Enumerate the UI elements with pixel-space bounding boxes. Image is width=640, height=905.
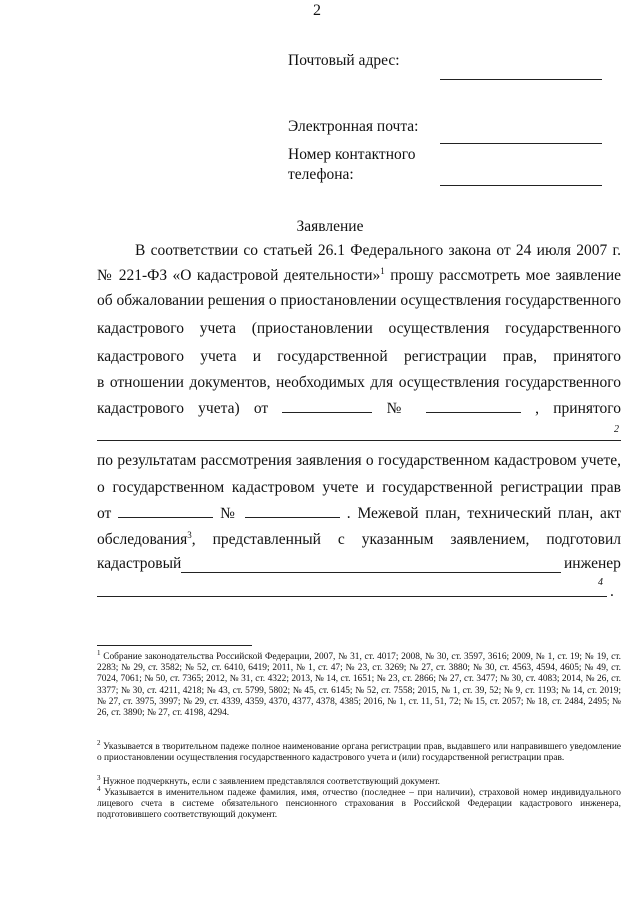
- footnote-2-number: 2: [97, 738, 101, 747]
- body-line-11: [97, 531, 621, 549]
- body-line-5: кадастрового учета и государственной регистрации прав, принятого: [97, 348, 621, 365]
- body-line-3: об обжаловании решения о приостановлении осуществления государственного: [97, 292, 621, 309]
- footnote-ref-2: 2: [614, 424, 619, 435]
- number-sign: №: [386, 400, 412, 417]
- cadastral-label: кадастровый: [97, 555, 182, 572]
- body-line-10: [97, 505, 621, 523]
- footnote-ref-4: 4: [598, 577, 603, 588]
- from-text: от: [97, 505, 112, 522]
- body-line-8: по результатам рассмотрения заявления о государственном кадастровом учете,: [97, 452, 621, 469]
- footnote-ref-1: 1: [380, 265, 385, 276]
- email-field[interactable]: [440, 143, 602, 144]
- engineer-label: инженер: [564, 555, 621, 572]
- footnote-3-number: 3: [97, 773, 101, 782]
- request-text: прошу рассмотреть мое заявление: [384, 267, 621, 284]
- engineer-details-field[interactable]: [97, 596, 607, 597]
- authority-name-field[interactable]: [97, 440, 621, 441]
- email-label: Электронная почта:: [288, 118, 419, 135]
- phone-field[interactable]: [440, 185, 602, 186]
- presented-text: , представленный с указанным заявлением, подготовил: [191, 531, 621, 548]
- footnote-3: [97, 773, 621, 788]
- body-line-9: о государственном кадастровом учете и государственной регистрации прав: [97, 479, 621, 496]
- law-reference: № 221-ФЗ «О кадастровой деятельности»: [97, 267, 381, 284]
- application-number-field[interactable]: [245, 505, 340, 518]
- decision-date-field[interactable]: [282, 400, 372, 413]
- application-date-field[interactable]: [118, 505, 213, 518]
- phone-label-line1: Номер контактного: [288, 146, 416, 163]
- postal-address-label: Почтовый адрес:: [288, 52, 400, 69]
- phone-label-line2: телефона:: [288, 166, 354, 183]
- page-number: 2: [313, 2, 321, 19]
- engineer-name-field[interactable]: [181, 572, 561, 573]
- footnote-2-text: Указывается в творительном падеже полное наименование органа регистрации прав, выдавшего или направившего уведомление о приостановлении осуществления государственного кадастрового учета и (или) государственной регистрации прав.: [97, 742, 621, 764]
- body-line-7: [97, 400, 621, 418]
- line-end-period: .: [610, 583, 614, 600]
- footnote-2: [97, 738, 621, 764]
- decision-number-field[interactable]: [426, 400, 521, 413]
- footnote-4-text: Указывается в именительном падеже фамилия, имя, отчество (последнее – при наличии), страховой номер индивидуального лицевого счета в системе обязательного пенсионного страхования в Российской Федерации кадастрового инженера, подготовившего соответствующий документ.: [97, 788, 621, 821]
- cadastral-record-text: кадастрового учета) от: [97, 400, 269, 417]
- footnote-3-text: Нужное подчеркнуть, если с заявлением представлялся соответствующий документ.: [102, 777, 440, 787]
- inspection-text: обследования: [97, 531, 188, 548]
- body-line-1: В соответствии со статьей 26.1 Федерального закона от 24 июля 2007 г.: [135, 242, 621, 259]
- footnote-4: [97, 784, 621, 822]
- footnote-4-number: 4: [97, 784, 101, 793]
- body-line-4: кадастрового учета (приостановлении осуществления государственного: [97, 320, 621, 337]
- footnote-1: [97, 648, 622, 719]
- postal-address-field[interactable]: [440, 79, 602, 80]
- footnote-ref-3: 3: [187, 529, 192, 540]
- footnote-1-text: Собрание законодательства Российской Федерации, 2007, № 31, ст. 4017; 2008, № 30, ст. 3597, 3616; 2009, № 1, ст. 19; № 19, ст. 2283; № 29, ст. 3582; № 52, ст. 6410, 6419; 2011, № 1, ст. 47; № 23, ст. 3269; № 27, ст. 3880; № 30, ст. 4563, 4594, 4605; № 49, ст. 7024, 7061; № 50, ст. 7365; 2012, № 31, ст. 4322; 2013, № 14, ст. 1651; № 23, ст. 2866; № 27, ст. 3477; № 30, ст. 4083; 2014, № 26, ст. 3377; № 30, ст. 4211, 4218; № 43, ст. 5799, 5802; № 45, ст. 6145; № 52, ст. 7558; 2015, № 1, ст. 39, 52; № 9, ст. 1193; № 14, ст. 2019; № 27, ст. 3975, 3997; № 29, ст. 4339, 4359, 4370, 4377, 4378, 4385; 2016, № 1, ст. 11, 51, 72; № 15, ст. 2057; № 18, ст. 2484, 2495; № 26, ст. 3890; № 27, ст. 4198, 4294.: [97, 652, 622, 719]
- number-sign-2: №: [220, 505, 238, 522]
- footnote-1-number: 1: [97, 648, 101, 657]
- statement-title: Заявление: [296, 218, 364, 235]
- body-line-6: в отношении документов, необходимых для осуществления государственного: [97, 374, 621, 391]
- footnote-separator: [97, 645, 252, 646]
- body-line-2: [97, 267, 621, 285]
- accepted-text: , принятого: [535, 400, 622, 417]
- plan-text: . Межевой план, технический план, акт: [346, 505, 622, 522]
